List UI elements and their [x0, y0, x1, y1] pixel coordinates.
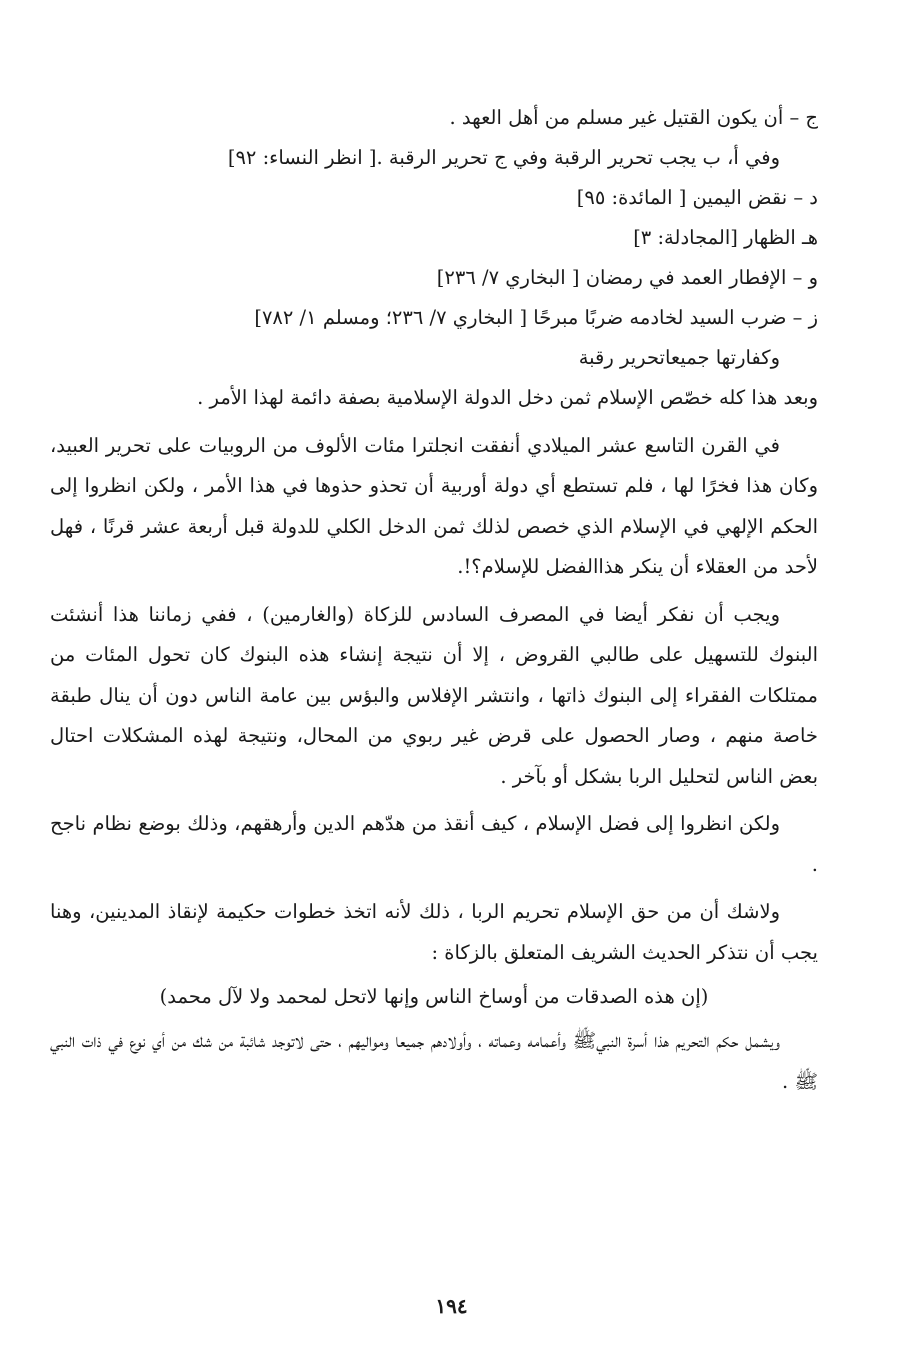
paragraph: ولاشك أن من حق الإسلام تحريم الربا ، ذلك لأنه اتخذ خطوات حكيمة لإنقاذ المدينين، وهنا يجب أن نتذكر الحديث الشريف المتعلق بالزكاة :	[50, 900, 818, 964]
reference-note: وفي أ، ب يجب تحرير الرقبة وفي ج تحرير الرقبة .[ انظر النساء: ٩٢]	[227, 146, 780, 169]
list-item-z: ز – ضرب السيد لخادمه ضربًا مبرحًا [ البخاري ٧/ ٢٣٦؛ ومسلم ١/ ٧٨٢]	[254, 306, 818, 329]
page-content	[50, 98, 818, 1102]
body-text-end	[50, 1021, 818, 1102]
expiation-line: وكفارتها جميعاتحرير رقبة	[578, 346, 780, 369]
list-item-j: ج – أن يكون القتيل غير مسلم من أهل العهد .	[449, 106, 818, 129]
page-number: ١٩٤	[435, 1294, 468, 1318]
paragraph: وبعد هذا كله خصّص الإسلام ثمن دخل الدولة الإسلامية بصفة دائمة لهذا الأمر .	[197, 386, 818, 409]
list-item-w: و – الإفطار العمد في رمضان [ البخاري ٧/ ٢٣٦]	[436, 266, 818, 289]
list-item-h: هـ الظهار [المجادلة: ٣]	[633, 226, 818, 249]
paragraph: ويجب أن نفكر أيضا في المصرف السادس للزكاة (والغارمين) ، ففي زماننا هذا أنشئت البنوك للتسهيل على طالبي القروض ، إلا أن نتيجة إنشاء هذه البنوك كان تحول المئات من ممتلكات الفقراء إلى البنوك ذاتها ، وانتشر الإفلاس والبؤس بين عامة الناس دون أن ينال طبقة خاصة منهم ، وصار الحصول على قرض غير ربوي من المحال، ونتيجة لهذه المشكلات احتال بعض الناس لتحليل الربا بشكل أو بآخر .	[50, 602, 818, 788]
paragraph: في القرن التاسع عشر الميلادي أنفقت انجلترا مئات الألوف من الروبيات على تحرير العبيد، وكان هذا فخرًا لها ، فلم تستطع أي دولة أوربية أن تحذو حذوها في هذا الأمر ، ولكن انظروا إلى الحكم الإلهي في الإسلام الذي خصص لذلك ثمن الدخل الكلي للدولة قبل أربعة عشر قرنًا ، فهل لأحد من العقلاء أن ينكر هذاالفضل للإسلام؟!.	[50, 433, 818, 578]
hadith-quote: (إن هذه الصدقات من أوساخ الناس وإنها لاتحل لمحمد ولا لآل محمد)	[159, 985, 709, 1008]
paragraph: ويشمل حكم التحريم هذا أسرة النبيﷺ وأعمامه وعماته ، وأولادهم جميعا ومواليهم ، حتى لاتوجد شائبة من شك من أي نوع في ذات النبي ﷺ .	[50, 1029, 818, 1093]
list-item-d: د – نقض اليمين [ المائدة: ٩٥]	[576, 186, 818, 209]
paragraph: ولكن انظروا إلى فضل الإسلام ، كيف أنقذ من هدّهم الدين وأرهقهم، وذلك بوضع نظام ناجح .	[50, 812, 818, 876]
body-text	[50, 378, 818, 973]
